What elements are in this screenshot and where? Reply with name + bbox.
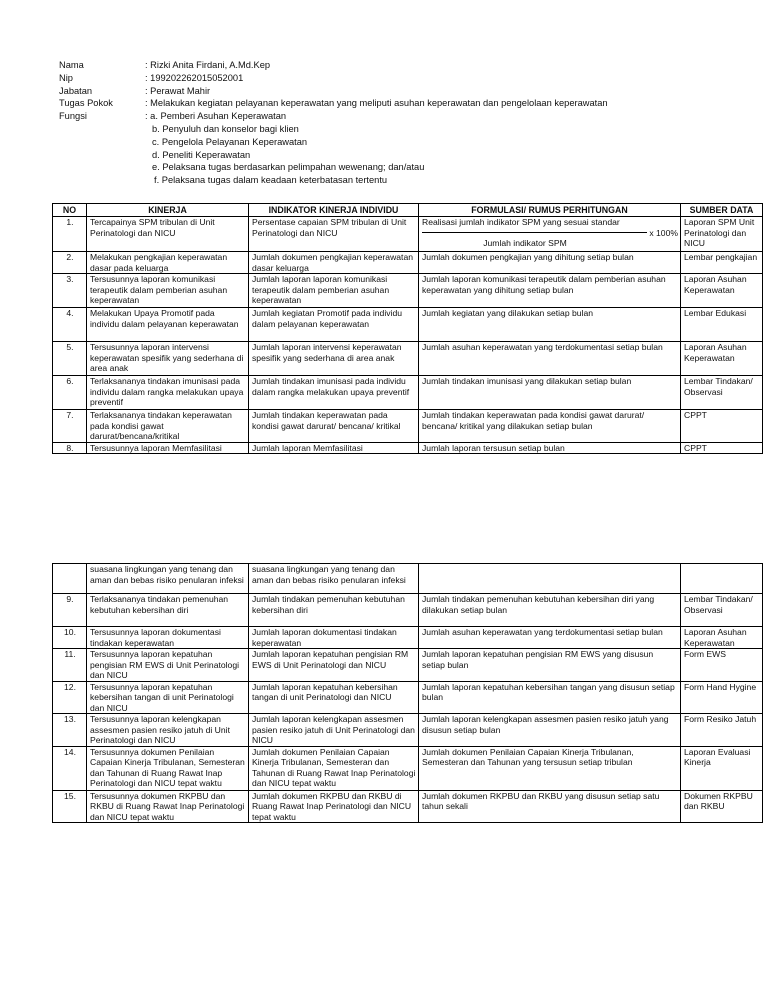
fungsi-item: d. Peneliti Keperawatan [152,149,251,160]
col-header-no: NO [53,204,87,217]
cell-indikator: Jumlah laporan Memfasilitasi [249,442,419,454]
field-nama [59,59,749,72]
cell-kinerja: Tersusunnya dokumen Penilaian Capaian Kinerja Tribulanan, Semesteran dan Tahunan di Ruang Rawat Inap Perinatologi dan NICU tepat waktu [87,746,249,790]
cell-sumber: Form Hand Hygine [681,681,763,714]
cell-formula: Jumlah asuhan keperawatan yang terdokumentasi setiap bulan [419,627,681,649]
table-row [53,376,763,410]
cell-kinerja: Tersusunnya laporan dokumentasi tindakan keperawatan [87,627,249,649]
cell-formula: Jumlah laporan kelengkapan assesmen pasien resiko jatuh yang disusun setiap bulan [419,714,681,747]
field-label: Nip [59,72,73,83]
cell-indikator: Jumlah laporan dokumentasi tindakan keperawatan [249,627,419,649]
cell-no: 5. [53,342,87,376]
cell-kinerja: Tersusunnya laporan intervensi keperawatan spesifik yang sederhana di area anak [87,342,249,376]
field-label: Jabatan [59,85,93,96]
cell-formula: Jumlah asuhan keperawatan yang terdokumentasi setiap bulan [419,342,681,376]
cell-sumber: Laporan Asuhan Keperawatan [681,274,763,308]
table-row [53,627,763,649]
cell-indikator: Jumlah tindakan imunisasi pada individu dalam rangka melakukan upaya preventif [249,376,419,410]
cell-formula: Jumlah tindakan pemenuhan kebutuhan kebersihan diri yang dilakukan setiap bulan [419,594,681,627]
cell-kinerja: Tersusunnya laporan komunikasi terapeutik dalam pemberian asuhan keperawatan [87,274,249,308]
cell-kinerja: suasana lingkungan yang tenang dan aman dan bebas risiko penularan infeksi [87,564,249,594]
field-fungsi [59,110,749,123]
cell-formula: Jumlah dokumen Penilaian Capaian Kinerja Tribulanan, Semesteran dan Tahunan yang tersusun setiap tribulan [419,746,681,790]
cell-no: 14. [53,746,87,790]
cell-sumber: Dokumen RKPBU dan RKBU [681,790,763,823]
cell-sumber: CPPT [681,442,763,454]
cell-no: 2. [53,252,87,274]
cell-formula: Jumlah dokumen RKPBU dan RKBU yang disusun setiap satu tahun sekali [419,790,681,823]
cell-sumber: Form Resiko Jatuh [681,714,763,747]
employee-header [59,59,749,187]
table-row [53,649,763,682]
cell-no: 10. [53,627,87,649]
cell-indikator: Jumlah tindakan pemenuhan kebutuhan kebersihan diri [249,594,419,627]
cell-sumber: CPPT [681,410,763,443]
table-row [53,410,763,443]
fraction-rule [422,232,647,233]
cell-sumber: Lembar pengkajian [681,252,763,274]
cell-formula: Jumlah laporan tersusun setiap bulan [419,442,681,454]
col-header-kinerja: KINERJA [87,204,249,217]
cell-indikator: Jumlah kegiatan Promotif pada individu dalam pelayanan keperawatan [249,308,419,342]
field-value: : Perawat Mahir [145,85,211,96]
field-nip [59,72,749,85]
table-row [53,217,763,252]
performance-table-page-2 [52,563,763,823]
cell-formula [419,217,681,252]
cell-no: 12. [53,681,87,714]
cell-kinerja: Tersusunnya laporan kepatuhan kebersihan tangan di unit Perinatologi dan NICU [87,681,249,714]
col-header-indikator: INDIKATOR KINERJA INDIVIDU [249,204,419,217]
cell-formula: Jumlah laporan kepatuhan kebersihan tangan yang disusun setiap bulan [419,681,681,714]
field-tugas-pokok [59,97,749,110]
field-label: Nama [59,60,84,70]
fungsi-item: e. Pelaksana tugas berdasarkan pelimpahan wewenang; dan/atau [152,162,425,173]
cell-sumber: Lembar Tindakan/ Observasi [681,376,763,410]
cell-no: 11. [53,649,87,682]
cell-kinerja: Tercapainya SPM tribulan di Unit Perinatologi dan NICU [87,217,249,252]
col-header-formulasi: FORMULASI/ RUMUS PERHITUNGAN [419,204,681,217]
cell-no [53,564,87,594]
fungsi-list [59,123,749,187]
formula-numerator: Realisasi jumlah indikator SPM yang sesuai standar [422,217,620,227]
cell-kinerja: Terlaksananya tindakan imunisasi pada individu dalam rangka melakukan upaya preventif [87,376,249,410]
cell-sumber: Laporan Evaluasi Kinerja [681,746,763,790]
fungsi-item: f. Pelaksana tugas dalam keadaan keterbatasan tertentu [154,175,388,186]
cell-sumber [681,564,763,594]
table-row [53,342,763,376]
cell-formula: Jumlah laporan komunikasi terapeutik dalam pemberian asuhan keperawatan yang dihitung setiap bulan [419,274,681,308]
table-header-row [53,204,763,217]
cell-sumber: Laporan Asuhan Keperawatan [681,627,763,649]
table-row [53,681,763,714]
table-row [53,594,763,627]
cell-no: 7. [53,410,87,443]
cell-indikator: Jumlah laporan laporan komunikasi terapeutik dalam pemberian asuhan keperawatan [249,274,419,308]
field-value: : a. Pemberi Asuhan Keperawatan [145,111,287,122]
field-value: : Melakukan kegiatan pelayanan keperawatan yang meliputi asuhan keperawatan dan pengelolaan keperawatan [145,98,608,109]
formula-multiplier: x 100% [649,227,678,238]
cell-sumber: Form EWS [681,649,763,682]
cell-formula: Jumlah laporan kepatuhan pengisian RM EWS yang disusun setiap bulan [419,649,681,682]
cell-formula [419,564,681,594]
table-row [53,308,763,342]
formula-denominator: Jumlah indikator SPM [483,238,567,248]
table-row [53,746,763,790]
cell-kinerja: Terlaksananya tindakan keperawatan pada kondisi gawat darurat/bencana/kritikal [87,410,249,443]
cell-indikator: Jumlah laporan kepatuhan pengisian RM EWS di Unit Perinatologi dan NICU [249,649,419,682]
cell-no: 8. [53,442,87,454]
cell-kinerja: Terlaksananya tindakan pemenuhan kebutuhan kebersihan diri [87,594,249,627]
cell-indikator: Jumlah dokumen Penilaian Capaian Kinerja Tribulanan, Semesteran dan Tahunan di Ruang Rawat Inap Perinatologi dan NICU tepat waktu [249,746,419,790]
cell-no: 13. [53,714,87,747]
cell-sumber: Laporan SPM Unit Perinatologi dan NICU [681,217,763,252]
field-label: Tugas Pokok [59,98,113,109]
cell-kinerja: Tersusunnya laporan Memfasilitasi [87,442,249,454]
table-row [53,274,763,308]
cell-sumber: Laporan Asuhan Keperawatan [681,342,763,376]
cell-formula: Jumlah dokumen pengkajian yang dihitung setiap bulan [419,252,681,274]
table-row [53,252,763,274]
cell-formula: Jumlah tindakan keperawatan pada kondisi gawat darurat/ bencana/ kritikal yang dilakukan setiap bulan [419,410,681,443]
cell-formula: Jumlah tindakan imunisasi yang dilakukan setiap bulan [419,376,681,410]
table-row [53,564,763,594]
performance-table-page-1 [52,203,763,454]
table-row [53,442,763,454]
cell-indikator: Jumlah tindakan keperawatan pada kondisi gawat darurat/ bencana/ kritikal [249,410,419,443]
cell-no: 3. [53,274,87,308]
cell-kinerja: Melakukan Upaya Promotif pada individu dalam pelayanan keperawatan [87,308,249,342]
field-value: : Rizki Anita Firdani, A.Md.Kep [145,60,271,70]
cell-indikator: Jumlah dokumen pengkajian keperawatan dasar keluarga [249,252,419,274]
cell-formula: Jumlah kegiatan yang dilakukan setiap bulan [419,308,681,342]
col-header-sumber-data: SUMBER DATA [681,204,763,217]
table-row [53,714,763,747]
cell-indikator: Jumlah laporan kelengkapan assesmen pasien resiko jatuh di Unit Perinatologi dan NICU [249,714,419,747]
table-row [53,790,763,823]
cell-kinerja: Tersusunnya dokumen RKPBU dan RKBU di Ruang Rawat Inap Perinatologi dan NICU tepat waktu [87,790,249,823]
field-jabatan [59,85,749,98]
cell-no: 6. [53,376,87,410]
cell-sumber: Lembar Edukasi [681,308,763,342]
cell-sumber: Lembar Tindakan/ Observasi [681,594,763,627]
field-value: : 199202262015052001 [145,72,244,83]
cell-no: 1. [53,217,87,252]
cell-no: 9. [53,594,87,627]
cell-kinerja: Tersusunnya laporan kelengkapan assesmen pasien resiko jatuh di Unit Perinatologi dan NICU [87,714,249,747]
formula-fraction-line [422,228,678,239]
cell-indikator: Jumlah dokumen RKPBU dan RKBU di Ruang Rawat Inap Perinatologi dan NICU tepat waktu [249,790,419,823]
cell-indikator: Jumlah laporan intervensi keperawatan spesifik yang sederhana di area anak [249,342,419,376]
cell-kinerja: Melakukan pengkajian keperawatan dasar pada keluarga [87,252,249,274]
cell-indikator: suasana lingkungan yang tenang dan aman dan bebas risiko penularan infeksi [249,564,419,594]
fungsi-item: c. Pengelola Pelayanan Keperawatan [152,136,308,147]
fungsi-item: b. Penyuluh dan konselor bagi klien [152,123,299,134]
cell-no: 4. [53,308,87,342]
field-label: Fungsi [59,111,87,122]
cell-no: 15. [53,790,87,823]
cell-indikator: Jumlah laporan kepatuhan kebersihan tangan di unit Perinatologi dan NICU [249,681,419,714]
cell-indikator: Persentase capaian SPM tribulan di Unit Perinatologi dan NICU [249,217,419,252]
cell-kinerja: Tersusunnya laporan kepatuhan pengisian RM EWS di Unit Perinatologi dan NICU [87,649,249,682]
